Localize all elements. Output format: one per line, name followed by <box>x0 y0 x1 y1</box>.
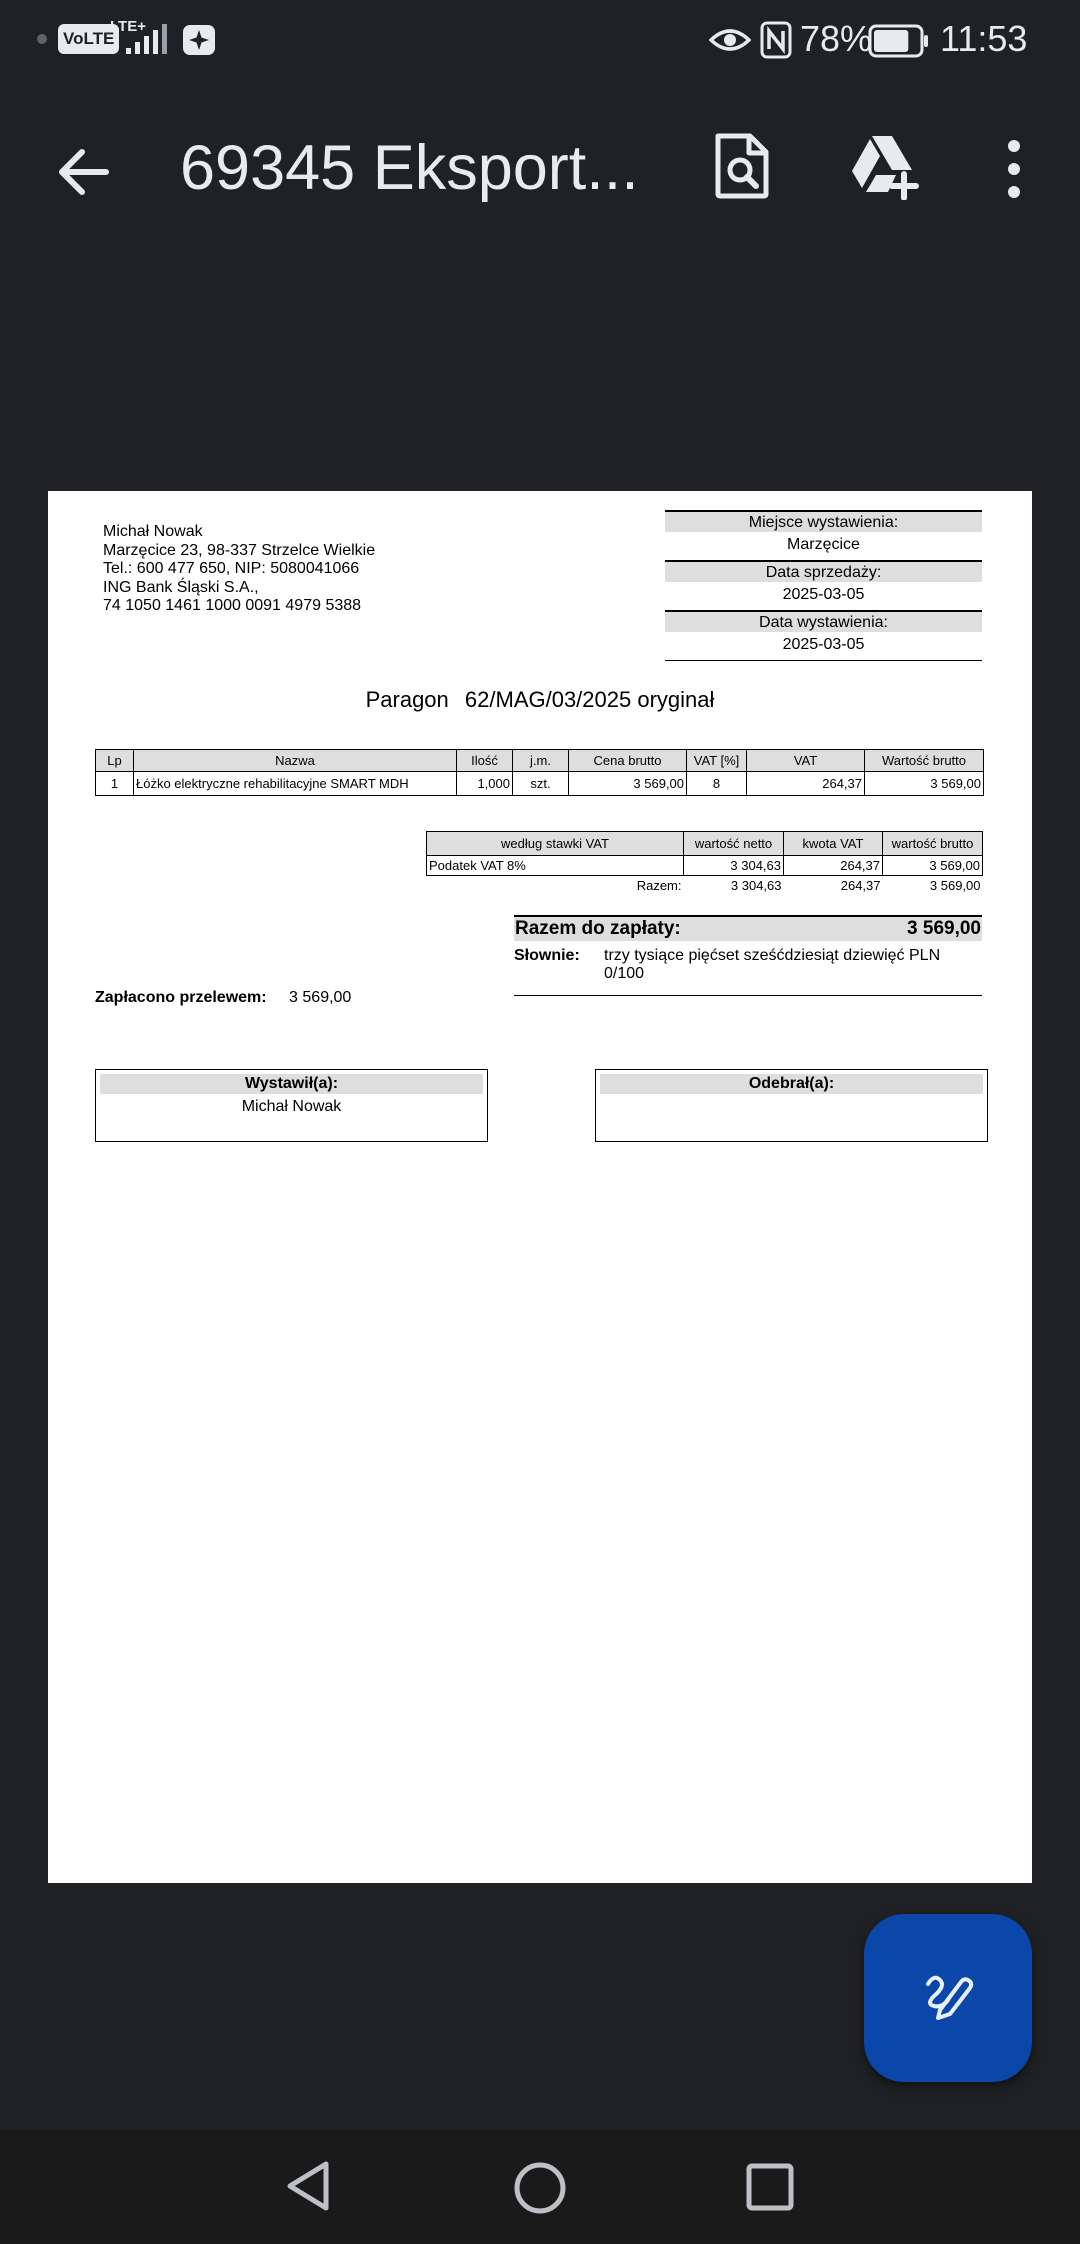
table-row <box>96 772 984 796</box>
column-header: VAT [%] <box>687 750 747 772</box>
item-name: Łóżko elektryczne rehabilitacyjne SMART MDH <box>134 772 457 796</box>
item-quantity: 1,000 <box>457 772 513 796</box>
total-section <box>514 915 982 996</box>
sparkle-icon <box>183 25 215 55</box>
payment-label: Zapłacono przelewem: <box>95 989 267 1006</box>
navigation-bar <box>0 2130 1080 2244</box>
nav-recents-button[interactable] <box>745 2162 795 2217</box>
column-header: wartość brutto <box>883 832 983 856</box>
column-header: Nazwa <box>134 750 457 772</box>
annotate-pen-icon <box>920 1970 976 2026</box>
sale-date-label: Data sprzedaży: <box>665 560 982 582</box>
volte-badge: VoLTE <box>58 24 119 54</box>
items-table <box>95 749 984 796</box>
column-header: Cena brutto <box>569 750 687 772</box>
add-to-drive-icon <box>850 134 922 200</box>
seller-name: Michał Nowak <box>103 523 203 540</box>
more-vert-icon <box>996 137 1032 201</box>
sale-date-value: 2025-03-05 <box>782 586 865 603</box>
issued-by-label: Wystawił(a): <box>100 1074 483 1094</box>
vat-rate-label: Podatek VAT 8% <box>427 856 684 876</box>
find-in-document-icon <box>712 132 772 200</box>
nfc-icon <box>760 21 792 59</box>
seller-account: 74 1050 1461 1000 0091 4979 5388 <box>103 597 362 614</box>
document-heading <box>48 687 1032 713</box>
received-by-box <box>595 1069 988 1142</box>
notification-dot-icon <box>37 34 47 44</box>
seller-contact: Tel.: 600 477 650, NIP: 5080041066 <box>103 560 360 577</box>
vat-total-label: Razem: <box>636 878 682 894</box>
vat-net: 3 304,63 <box>684 856 784 876</box>
nav-back-icon <box>282 2158 338 2214</box>
table-row <box>427 856 983 876</box>
vat-summary-table <box>426 831 983 896</box>
payment-value: 3 569,00 <box>289 989 352 1006</box>
column-header: kwota VAT <box>784 832 883 856</box>
issued-by-box <box>95 1069 488 1142</box>
item-unit: szt. <box>513 772 569 796</box>
network-type: LTE+ <box>110 18 146 35</box>
items-table-header <box>96 750 984 772</box>
amount-in-words <box>514 947 982 983</box>
column-header: Ilość <box>457 750 513 772</box>
document-number: 62/MAG/03/2025 oryginał <box>464 687 715 712</box>
battery-icon <box>868 24 930 58</box>
column-header: j.m. <box>513 750 569 772</box>
more-options-button[interactable] <box>996 137 1032 201</box>
document-type: Paragon <box>365 687 449 712</box>
place-value: Marzęcice <box>787 536 860 553</box>
status-bar <box>0 0 1080 82</box>
meta-divider <box>665 660 982 661</box>
eye-icon <box>709 22 751 58</box>
battery-percent: 78% <box>800 18 873 59</box>
item-gross-value: 3 569,00 <box>865 772 984 796</box>
back-arrow-icon <box>50 137 120 207</box>
item-vat-rate: 8 <box>687 772 747 796</box>
total-bar <box>514 915 982 941</box>
document-title: 69345 Eksport... <box>180 133 639 203</box>
vat-total-row <box>427 876 983 896</box>
column-header: Wartość brutto <box>865 750 984 772</box>
total-divider <box>514 995 982 996</box>
total-label: Razem do zapłaty: <box>515 918 681 939</box>
vat-total-amount: 264,37 <box>840 878 881 894</box>
words-value: trzy tysiące pięćset sześćdziesiąt dziewięć PLN 0/100 <box>604 947 941 982</box>
vat-total-gross: 3 569,00 <box>929 878 981 894</box>
document-page[interactable] <box>48 491 1032 1883</box>
item-lp: 1 <box>96 772 134 796</box>
received-by-label: Odebrał(a): <box>600 1074 983 1094</box>
annotate-button[interactable] <box>864 1914 1032 2082</box>
seller-info <box>103 523 375 616</box>
app-bar <box>0 82 1080 252</box>
nav-recents-icon <box>745 2162 795 2212</box>
issue-date-value: 2025-03-05 <box>782 636 865 653</box>
add-to-drive-button[interactable] <box>850 134 922 200</box>
vat-table-header <box>427 832 983 856</box>
payment-info <box>95 989 351 1007</box>
back-button[interactable] <box>50 137 120 207</box>
seller-bank: ING Bank Śląski S.A., <box>103 578 259 596</box>
column-header: VAT <box>747 750 865 772</box>
nav-home-icon <box>512 2160 568 2216</box>
seller-address: Marzęcice 23, 98-337 Strzelce Wielkie <box>103 541 376 559</box>
words-label: Słownie: <box>514 947 580 964</box>
column-header: wartość netto <box>684 832 784 856</box>
clock: 11:53 <box>940 18 1028 59</box>
issue-date-label: Data wystawienia: <box>665 610 982 632</box>
find-in-document-button[interactable] <box>712 132 772 200</box>
item-vat: 264,37 <box>747 772 865 796</box>
column-header: według stawki VAT <box>427 832 684 856</box>
nav-home-button[interactable] <box>512 2160 568 2221</box>
total-value: 3 569,00 <box>907 918 981 939</box>
issued-by-value: Michał Nowak <box>241 1098 342 1115</box>
nav-back-button[interactable] <box>282 2158 338 2219</box>
item-gross-price: 3 569,00 <box>569 772 687 796</box>
signal-icon <box>122 22 174 56</box>
vat-amount: 264,37 <box>784 856 883 876</box>
column-header: Lp <box>96 750 134 772</box>
document-meta <box>665 510 982 661</box>
place-label: Miejsce wystawienia: <box>665 510 982 532</box>
vat-gross: 3 569,00 <box>883 856 983 876</box>
vat-total-net: 3 304,63 <box>730 878 782 894</box>
